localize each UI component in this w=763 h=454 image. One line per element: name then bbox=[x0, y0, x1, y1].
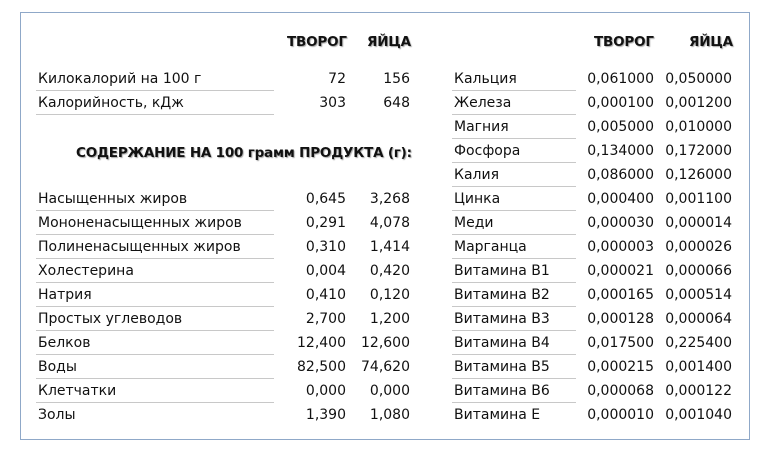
row-divider bbox=[452, 402, 576, 403]
value-eggs: 648 bbox=[383, 95, 410, 111]
row-label: Марганца bbox=[454, 239, 527, 255]
row-label: Клетчатки bbox=[38, 383, 117, 399]
row-label: Витамина В6 bbox=[454, 383, 550, 399]
row-label: Холестерина bbox=[38, 263, 134, 279]
row-divider bbox=[452, 330, 576, 331]
value-tvorog: 0,000215 bbox=[587, 359, 654, 375]
value-tvorog: 0,086000 bbox=[587, 167, 654, 183]
row-divider bbox=[452, 186, 576, 187]
value-eggs: 0,000064 bbox=[665, 311, 732, 327]
row-label: Килокалорий на 100 г bbox=[38, 71, 202, 87]
row-divider bbox=[36, 306, 274, 307]
header-tvorog-left: ТВОРОГ bbox=[287, 34, 347, 50]
value-tvorog: 0,134000 bbox=[587, 143, 654, 159]
value-eggs: 1,200 bbox=[369, 311, 410, 327]
value-tvorog: 0,000128 bbox=[587, 311, 654, 327]
row-label: Натрия bbox=[38, 287, 92, 303]
value-eggs: 74,620 bbox=[361, 359, 410, 375]
value-eggs: 0,001100 bbox=[665, 191, 732, 207]
row-divider bbox=[452, 90, 576, 91]
value-eggs: 0,120 bbox=[369, 287, 410, 303]
row-divider bbox=[452, 114, 576, 115]
value-eggs: 4,078 bbox=[369, 215, 410, 231]
value-tvorog: 0,005000 bbox=[587, 119, 654, 135]
value-tvorog: 0,000003 bbox=[587, 239, 654, 255]
row-label: Витамина Е bbox=[454, 407, 541, 423]
row-divider bbox=[452, 162, 576, 163]
row-label: Простых углеводов bbox=[38, 311, 183, 327]
value-eggs: 0,000514 bbox=[665, 287, 732, 303]
value-eggs: 0,001200 bbox=[665, 95, 732, 111]
value-tvorog: 82,500 bbox=[297, 359, 346, 375]
row-label: Витамина В3 bbox=[454, 311, 550, 327]
header-eggs-left: ЯЙЦА bbox=[367, 34, 411, 50]
value-eggs: 3,268 bbox=[369, 191, 410, 207]
value-tvorog: 0,000021 bbox=[587, 263, 654, 279]
section-title: СОДЕРЖАНИЕ НА 100 грамм ПРОДУКТА (г): bbox=[76, 145, 412, 161]
value-tvorog: 0,000165 bbox=[587, 287, 654, 303]
row-divider bbox=[452, 378, 576, 379]
row-divider bbox=[36, 114, 274, 115]
row-divider bbox=[36, 90, 274, 91]
row-divider bbox=[36, 210, 274, 211]
value-tvorog: 0,000 bbox=[305, 383, 346, 399]
value-tvorog: 2,700 bbox=[305, 311, 346, 327]
row-label: Воды bbox=[38, 359, 77, 375]
value-tvorog: 0,645 bbox=[305, 191, 346, 207]
value-tvorog: 72 bbox=[328, 71, 346, 87]
value-tvorog: 0,000100 bbox=[587, 95, 654, 111]
row-divider bbox=[36, 354, 274, 355]
value-tvorog: 0,017500 bbox=[587, 335, 654, 351]
value-tvorog: 0,061000 bbox=[587, 71, 654, 87]
row-label: Цинка bbox=[454, 191, 501, 207]
header-eggs-right: ЯЙЦА bbox=[689, 34, 733, 50]
row-divider bbox=[36, 378, 274, 379]
value-eggs: 0,126000 bbox=[665, 167, 732, 183]
row-label: Кальция bbox=[454, 71, 517, 87]
value-eggs: 1,414 bbox=[369, 239, 410, 255]
value-eggs: 1,080 bbox=[369, 407, 410, 423]
row-label: Насыщенных жиров bbox=[38, 191, 188, 207]
row-divider bbox=[452, 354, 576, 355]
value-eggs: 0,050000 bbox=[665, 71, 732, 87]
row-divider bbox=[452, 210, 576, 211]
row-label: Меди bbox=[454, 215, 494, 231]
value-eggs: 0,001040 bbox=[665, 407, 732, 423]
value-eggs: 0,000122 bbox=[665, 383, 732, 399]
row-divider bbox=[452, 282, 576, 283]
value-eggs: 0,172000 bbox=[665, 143, 732, 159]
row-divider bbox=[36, 234, 274, 235]
row-label: Витамина В1 bbox=[454, 263, 550, 279]
value-tvorog: 0,410 bbox=[305, 287, 346, 303]
row-label: Магния bbox=[454, 119, 509, 135]
row-label: Витамина В2 bbox=[454, 287, 550, 303]
row-label: Фосфора bbox=[454, 143, 521, 159]
value-eggs: 0,000026 bbox=[665, 239, 732, 255]
value-tvorog: 0,000068 bbox=[587, 383, 654, 399]
value-tvorog: 0,310 bbox=[305, 239, 346, 255]
value-tvorog: 12,400 bbox=[297, 335, 346, 351]
value-tvorog: 303 bbox=[319, 95, 346, 111]
row-divider bbox=[452, 138, 576, 139]
row-divider bbox=[36, 258, 274, 259]
row-divider bbox=[36, 402, 274, 403]
row-label: Мононенасыщенных жиров bbox=[38, 215, 242, 231]
row-label: Полиненасыщенных жиров bbox=[38, 239, 241, 255]
row-divider bbox=[452, 306, 576, 307]
value-eggs: 0,000 bbox=[369, 383, 410, 399]
value-eggs: 0,001400 bbox=[665, 359, 732, 375]
value-tvorog: 0,004 bbox=[305, 263, 346, 279]
row-divider bbox=[452, 234, 576, 235]
row-label: Калия bbox=[454, 167, 499, 183]
row-label: Калорийность, кДж bbox=[38, 95, 184, 111]
value-eggs: 0,225400 bbox=[665, 335, 732, 351]
value-tvorog: 0,291 bbox=[305, 215, 346, 231]
value-eggs: 0,420 bbox=[369, 263, 410, 279]
row-label: Белков bbox=[38, 335, 91, 351]
value-eggs: 0,000066 bbox=[665, 263, 732, 279]
value-eggs: 156 bbox=[383, 71, 410, 87]
row-divider bbox=[36, 330, 274, 331]
row-label: Витамина В5 bbox=[454, 359, 550, 375]
row-label: Витамина В4 bbox=[454, 335, 550, 351]
row-divider bbox=[452, 258, 576, 259]
value-eggs: 12,600 bbox=[361, 335, 410, 351]
value-eggs: 0,000014 bbox=[665, 215, 732, 231]
value-tvorog: 0,000030 bbox=[587, 215, 654, 231]
row-label: Золы bbox=[38, 407, 76, 423]
value-tvorog: 0,000010 bbox=[587, 407, 654, 423]
row-divider bbox=[36, 282, 274, 283]
row-label: Железа bbox=[454, 95, 512, 111]
value-tvorog: 0,000400 bbox=[587, 191, 654, 207]
header-tvorog-right: ТВОРОГ bbox=[594, 34, 654, 50]
value-tvorog: 1,390 bbox=[305, 407, 346, 423]
value-eggs: 0,010000 bbox=[665, 119, 732, 135]
